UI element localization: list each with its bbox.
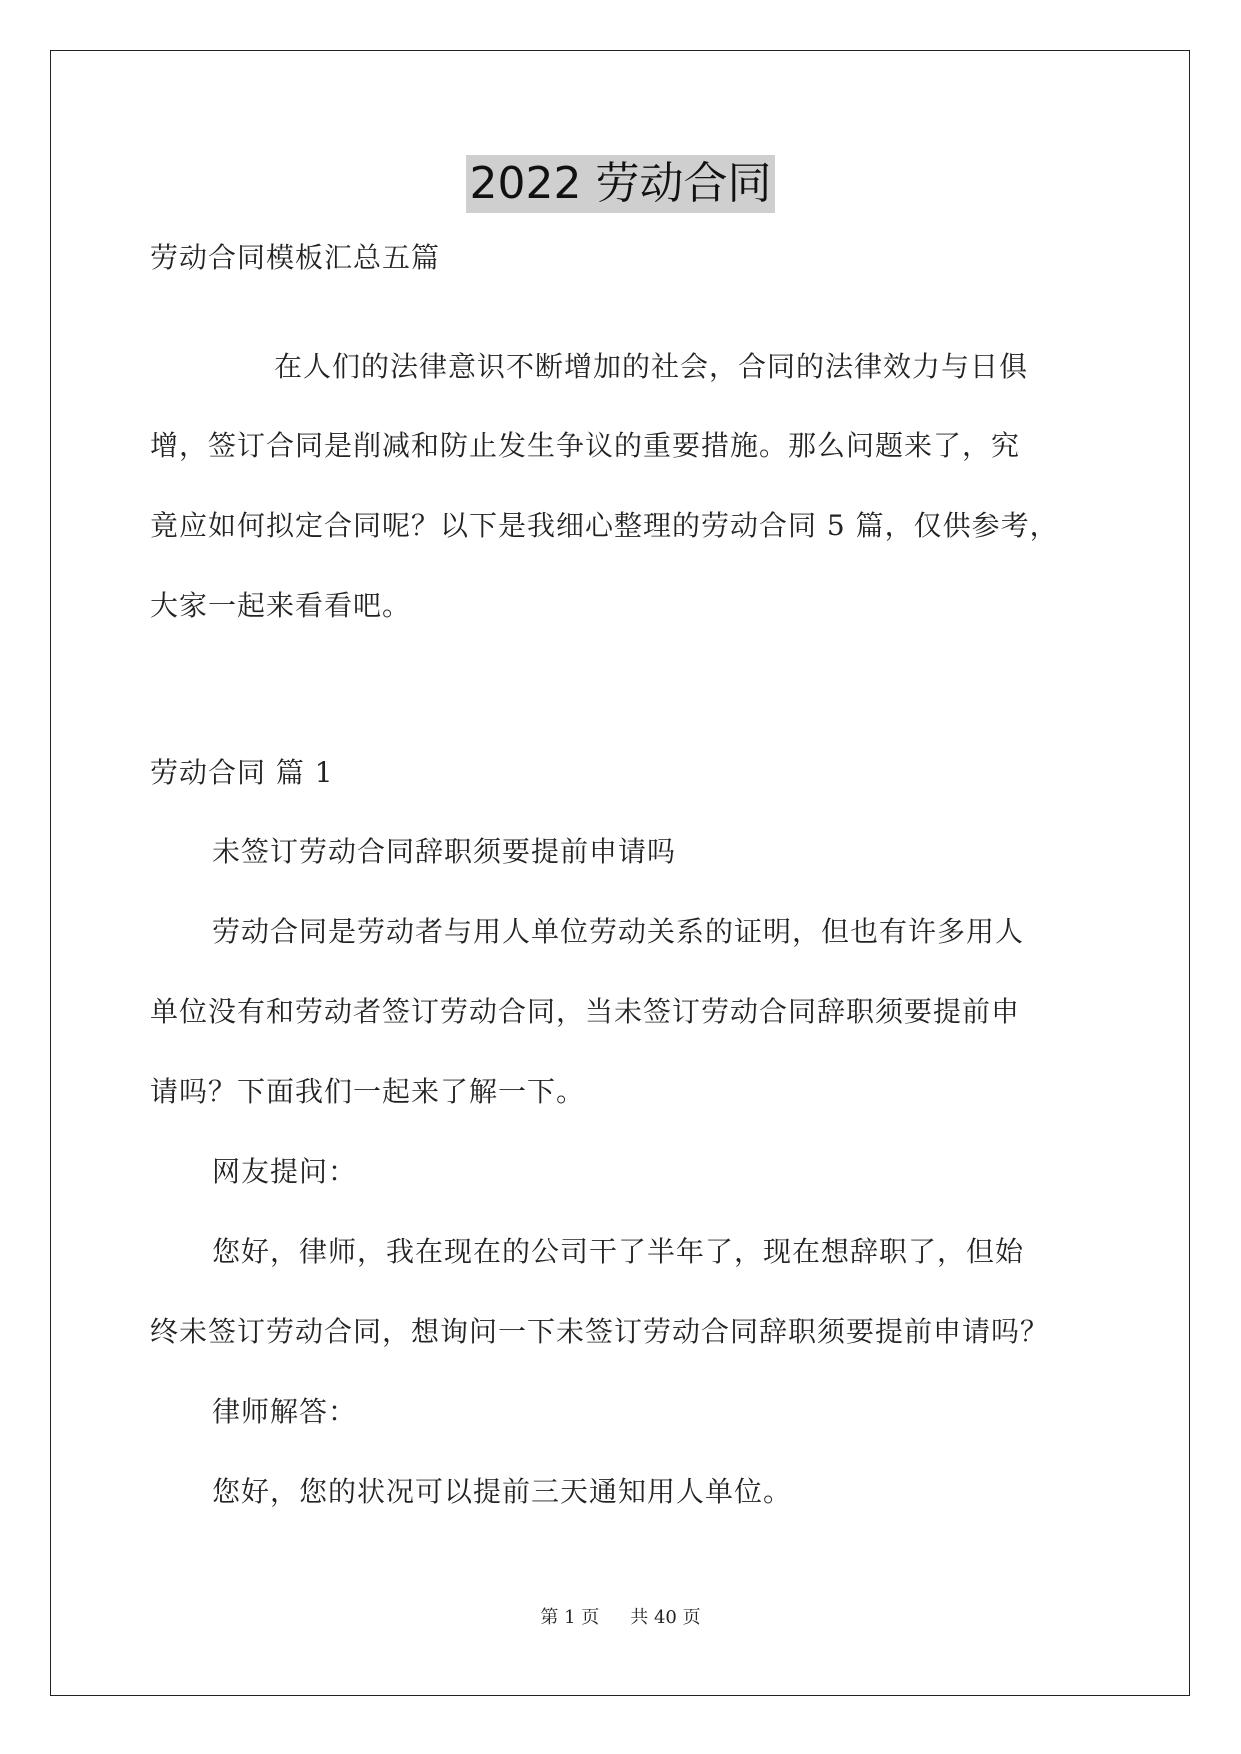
lawyer-answer-label: 律师解答： <box>212 1395 358 1428</box>
page-footer <box>0 1606 1241 1630</box>
user-question-line: 您好，律师，我在现在的公司干了半年了，现在想辞职了，但始 <box>212 1235 1025 1268</box>
body-line: 单位没有和劳动者签订劳动合同，当未签订劳动合同辞职须要提前申 <box>150 995 1021 1028</box>
title-container <box>0 155 1241 213</box>
user-question-line: 终未签订劳动合同，想询问一下未签订劳动合同辞职须要提前申请吗？ <box>150 1315 1050 1348</box>
body-line: 请吗？下面我们一起来了解一下。 <box>150 1075 586 1108</box>
page-border <box>50 50 1190 1696</box>
page-number: 第 1 页 <box>540 1607 600 1628</box>
section-heading: 劳动合同 篇 1 <box>150 756 334 789</box>
lawyer-answer-line: 您好，您的状况可以提前三天通知用人单位。 <box>212 1475 793 1508</box>
user-question-label: 网友提问： <box>212 1155 358 1188</box>
subtitle: 劳动合同模板汇总五篇 <box>150 241 441 274</box>
body-line: 劳动合同是劳动者与用人单位劳动关系的证明，但也有许多用人 <box>212 915 1025 948</box>
question-title: 未签订劳动合同辞职须要提前申请吗 <box>212 835 677 868</box>
intro-line: 大家一起来看看吧。 <box>150 589 412 622</box>
intro-line: 在人们的法律意识不断增加的社会，合同的法律效力与日俱 <box>274 350 1029 383</box>
document-title: 2022 劳动合同 <box>466 155 776 213</box>
page-total: 共 40 页 <box>630 1607 701 1628</box>
intro-line: 竟应如何拟定合同呢？以下是我细心整理的劳动合同 5 篇，仅供参考， <box>150 509 1059 542</box>
intro-line: 增，签订合同是削减和防止发生争议的重要措施。那么问题来了，究 <box>150 429 1021 462</box>
